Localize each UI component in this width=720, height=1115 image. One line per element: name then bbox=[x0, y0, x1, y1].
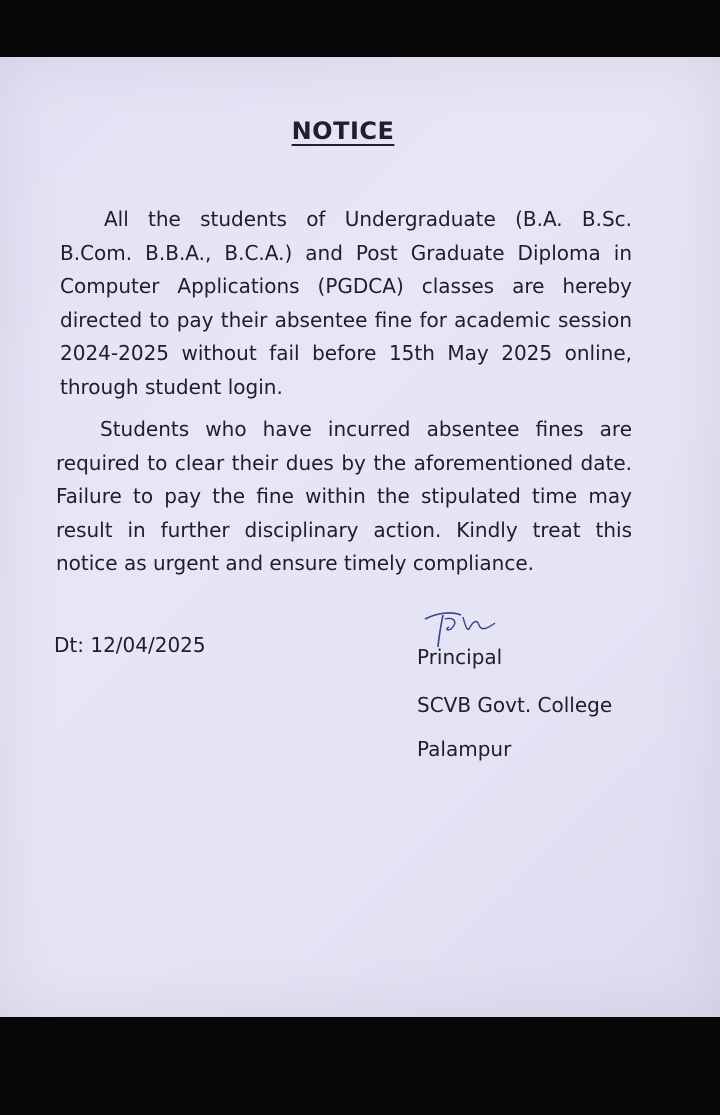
notice-paper bbox=[0, 57, 720, 1017]
notice-date: Dt: 12/04/2025 bbox=[54, 633, 206, 657]
notice-title bbox=[0, 117, 686, 145]
notice-title-text: NOTICE bbox=[291, 117, 395, 145]
notice-paragraph-1: All the students of Undergraduate (B.A. B.Sc. B.Com. B.B.A., B.C.A.) and Post Graduate Diploma in Computer Applications (PGDCA) classes are hereby directed to pay their absentee fine for academic session 2024-2025 without fail before 15th May 2025 online, through student login. bbox=[60, 207, 632, 399]
signatory-institution: SCVB Govt. College bbox=[417, 693, 613, 717]
signatory-place: Palampur bbox=[417, 737, 512, 761]
signatory-role: Principal bbox=[417, 645, 503, 669]
notice-paragraph-2: Students who have incurred absentee fines are required to clear their dues by the aforementioned date. Failure to pay the fine within the stipulated time may result in further disciplinary action. Kindly treat this notice as urgent and ensure timely compliance. bbox=[56, 417, 632, 575]
